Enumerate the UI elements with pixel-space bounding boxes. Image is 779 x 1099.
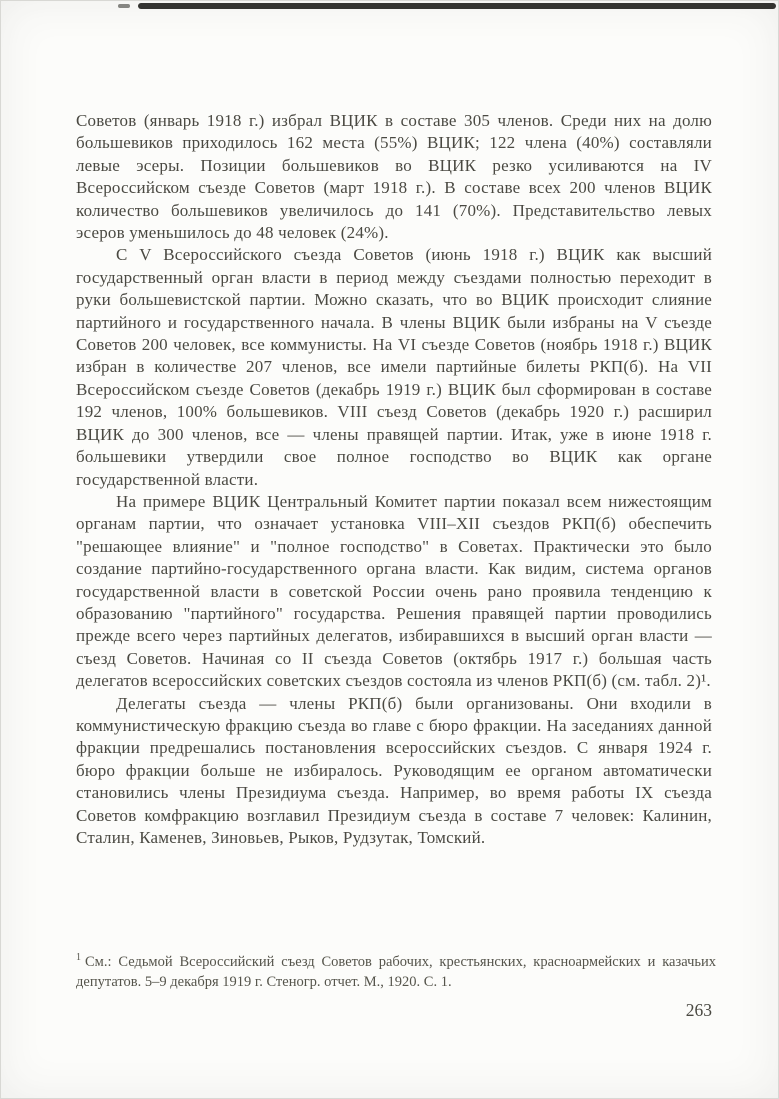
scan-edge-artifact [138,3,776,9]
scan-edge-artifact-small [118,4,130,8]
page-body [76,110,712,849]
footnote-marker: 1 [76,952,81,964]
body-paragraph-1: Советов (январь 1918 г.) избрал ВЦИК в составе 305 членов. Среди них на долю большевиков приходилось 162 места (55%) ВЦИК; 122 члена (40%) составляли левые эсеры. Позиции большевиков во ВЦИК резко усиливаются на IV Всероссийском съезде Советов (март 1918 г.). В составе всех 200 членов ВЦИК количество большевиков увеличилось до 141 (70%). Представительство левых эсеров уменьшилось до 48 человек (24%). [76,111,712,243]
footnote-text: См.: Седьмой Всероссийский съезд Советов рабочих, крестьянских, красноармейских и казачьих депутатов. 5–9 декабря 1919 г. Стеногр. отчет. М., 1920. С. 1. [76,954,716,990]
footnote [76,952,716,992]
page-number: 263 [685,1000,712,1020]
body-paragraph-2: С V Всероссийского съезда Советов (июнь 1918 г.) ВЦИК как высший государственный орган власти в период между съездами полностью переходит в руки большевистской партии. Можно сказать, что во ВЦИК происходит слияние партийного и государственного начала. В члены ВЦИК были избраны на V съезде Советов 200 человек, все коммунисты. На VI съезде Советов (ноябрь 1918 г.) ВЦИК избран в количестве 207 членов, все имели партийные билеты РКП(б). На VII Всероссийском съезде Советов (декабрь 1919 г.) ВЦИК был сформирован в составе 192 членов, 100% большевиков. VIII съезд Советов (декабрь 1920 г.) расширил ВЦИК до 300 членов, все — члены правящей партии. Итак, уже в июне 1918 г. большевики утвердили свое полное господство во ВЦИК как органе государственной власти. [76,245,712,489]
body-paragraph-4: Делегаты съезда — члены РКП(б) были организованы. Они входили в коммунистическую фракцию съезда во главе с бюро фракции. На заседаниях данной фракции предрешались постановления всероссийских съездов. С января 1924 г. бюро фракции больше не избиралось. Руководящим ее органом автоматически становились члены Президиума съезда. Например, во время работы IX съезда Советов комфракцию возглавил Президиум съезда в составе 7 человек: Калинин, Сталин, Каменев, Зиновьев, Рыков, Рудзутак, Томский. [76,693,712,847]
body-paragraph-3: На примере ВЦИК Центральный Комитет партии показал всем нижестоящим органам партии, что означает установка VIII–XII съездов РКП(б) обеспечить "решающее влияние" и "полное господство" в Советах. Практически это было создание партийно-государственного органа власти. Как видим, система органов государственной власти в советской России очень рано проявила тенденцию к образованию "партийного" государства. Решения правящей партии проводились прежде всего через партийных делегатов, избиравшихся в высший орган власти — съезд Советов. Начиная со II съезда Советов (октябрь 1917 г.) большая часть делегатов всероссийских советских съездов состояла из членов РКП(б) (см. табл. 2)¹. [76,491,712,691]
